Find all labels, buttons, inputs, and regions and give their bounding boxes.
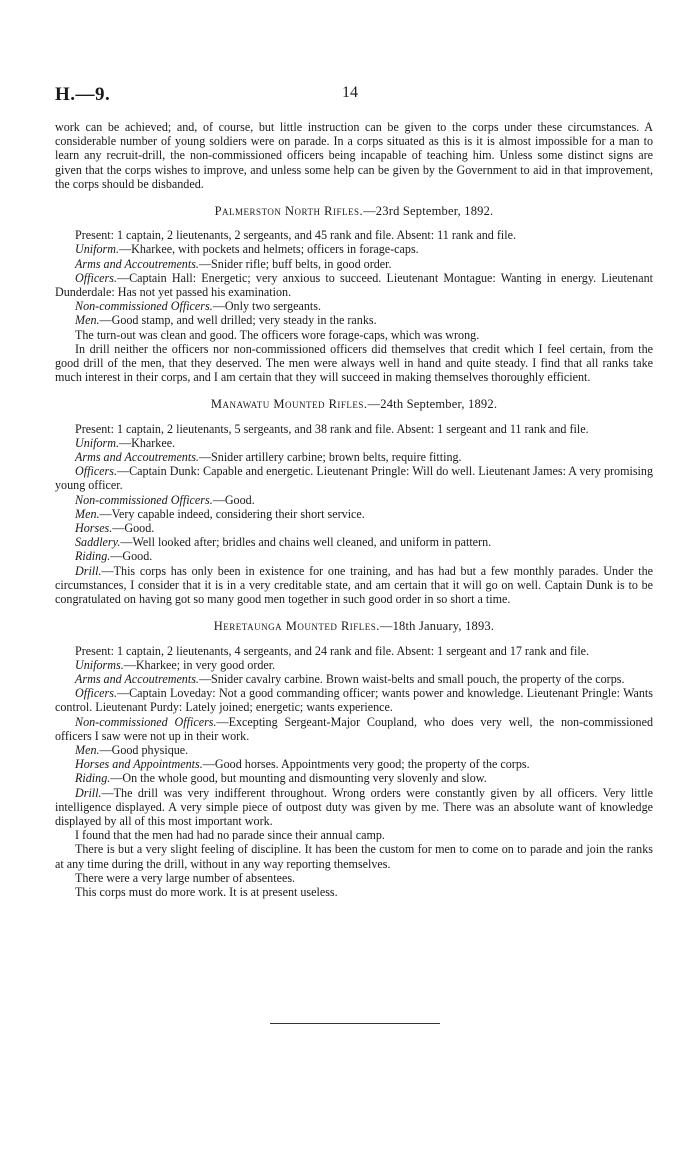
section-date: —23rd September, 1892. bbox=[363, 204, 494, 219]
paragraph: Horses and Appointments.—Good horses. Appointments very good; the property of the corps. bbox=[75, 757, 530, 772]
paragraph: Horses.—Good. bbox=[75, 521, 155, 536]
paragraph: Men.—Good physique. bbox=[75, 742, 189, 757]
paragraph: Arms and Accoutrements.—Snider rifle; buff belts, in good order. bbox=[75, 256, 392, 271]
section-date: —24th September, 1892. bbox=[367, 397, 498, 412]
section-title: Heretaunga Mounted Rifles. bbox=[213, 619, 380, 634]
paragraph: Present: 1 captain, 2 lieutenants, 2 sergeants, and 45 rank and file. Absent: 11 rank and file. bbox=[75, 228, 516, 243]
section-date: —18th January, 1893. bbox=[379, 619, 495, 634]
paragraph: Non-commissioned Officers.—Excepting Sergeant-Major Coupland, who does very well, the non-commissioned officers I saw were not up in their work. bbox=[55, 714, 653, 743]
section-heading bbox=[55, 619, 653, 633]
section-title: Manawatu Mounted Rifles. bbox=[210, 397, 368, 412]
end-rule bbox=[270, 1023, 440, 1024]
section-heading bbox=[55, 204, 653, 218]
paragraph: Riding.—Good. bbox=[75, 549, 153, 564]
paragraph: This corps must do more work. It is at present useless. bbox=[75, 884, 338, 899]
paragraph: Uniform.—Kharkee. bbox=[75, 435, 176, 450]
page-header bbox=[0, 84, 700, 108]
paragraph: Officers.—Captain Hall: Energetic; very anxious to succeed. Lieutenant Montague: Wanting in energy. Lieutenant Dunderdale: Has not yet passed his examination. bbox=[55, 270, 653, 300]
paragraph: Non-commissioned Officers.—Good. bbox=[75, 492, 255, 507]
paragraph: Arms and Accoutrements.—Snider artillery carbine; brown belts, require fitting. bbox=[75, 450, 462, 465]
paragraph: In drill neither the officers nor non-commissioned officers did themselves that credit which I feel certain, from the good drill of the men, that they deserved. The men were always well in hand and quite steady. I find that all ranks take much interest in their corps, and I am certain that they will succeed in making themselves thoroughly efficient. bbox=[55, 341, 653, 385]
paragraph: I found that the men had had no parade since their annual camp. bbox=[75, 828, 385, 843]
paragraph: Present: 1 captain, 2 lieutenants, 4 sergeants, and 24 rank and file. Absent: 1 sergeant and 17 rank and file. bbox=[75, 643, 590, 658]
paragraph: The turn-out was clean and good. The officers wore forage-caps, which was wrong. bbox=[75, 327, 480, 342]
document-body bbox=[55, 120, 653, 899]
paragraph: Non-commissioned Officers.—Only two sergeants. bbox=[75, 299, 322, 314]
paragraph: There is but a very slight feeling of discipline. It has been the custom for men to come on to parade and join the ranks at any time during the drill, without in any way reporting themselves. bbox=[55, 842, 653, 871]
paragraph: Arms and Accoutrements.—Snider cavalry carbine. Brown waist-belts and small pouch, the property of the corps. bbox=[75, 671, 625, 686]
intro-paragraph: work can be achieved; and, of course, but little instruction can be given to the corps under these circumstances. A considerable number of young soldiers were on parade. In a corps situated as this is it is almost impossible for a man to learn any recruit-drill, the non-commissioned officers being incapable of teaching him. Unless some distinct signs are given that the corps wishes to improve, and unless some help can be given by the Government to aid in that improvement, the corps should be disbanded. bbox=[55, 120, 653, 191]
paragraph: Riding.—On the whole good, but mounting and dismounting very slovenly and slow. bbox=[75, 771, 487, 786]
paragraph: Saddlery.—Well looked after; bridles and chains well cleaned, and uniform in pattern. bbox=[75, 535, 492, 550]
paragraph: Officers.—Captain Loveday: Not a good commanding officer; wants power and knowledge. Lieutenant Pringle: Wants control. Lieutenant Purdy: Lately joined; energetic; wants experience. bbox=[55, 686, 653, 715]
paragraph: Drill.—This corps has only been in existence for one training, and has had but a few monthly parades. Under the circumstances, I consider that it is in a very creditable state, and am certain that it will go on well. Captain Dunk is to be congratulated on having got so many good men together in such good order in so short a time. bbox=[55, 563, 653, 607]
paragraph: Uniforms.—Kharkee; in very good order. bbox=[75, 657, 276, 672]
paragraph: Officers.—Captain Dunk: Capable and energetic. Lieutenant Pringle: Will do well. Lieutenant James: A very promising young officer. bbox=[55, 464, 653, 493]
paragraph: Drill.—The drill was very indifferent throughout. Wrong orders were constantly given by all officers. Very little intelligence displayed. A very simple piece of outpost duty was given by me. There was an absolute want of knowledge displayed by all of this most important work. bbox=[55, 785, 653, 828]
paragraph: Uniform.—Kharkee, with pockets and helmets; officers in forage-caps. bbox=[75, 242, 419, 257]
document-reference: H.—9. bbox=[55, 84, 111, 105]
paragraph: Men.—Good stamp, and well drilled; very steady in the ranks. bbox=[75, 313, 377, 328]
page-number: 14 bbox=[342, 84, 358, 101]
paragraph: Present: 1 captain, 2 lieutenants, 5 sergeants, and 38 rank and file. Absent: 1 sergeant and 11 rank and file. bbox=[75, 421, 589, 436]
section-heading bbox=[55, 397, 653, 411]
paragraph: Men.—Very capable indeed, considering their short service. bbox=[75, 506, 365, 521]
section-title: Palmerston North Rifles. bbox=[214, 204, 364, 219]
paragraph: There were a very large number of absentees. bbox=[75, 870, 296, 885]
